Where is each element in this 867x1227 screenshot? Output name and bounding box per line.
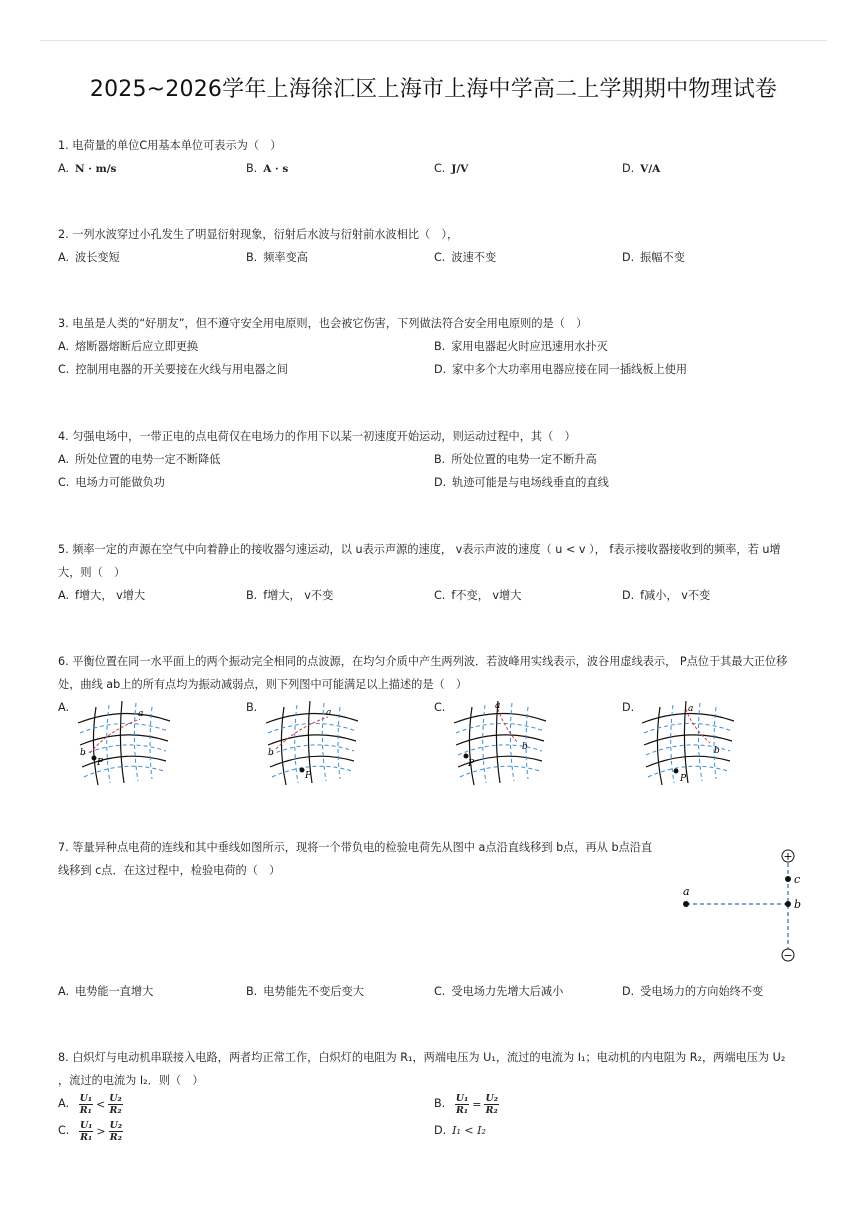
option-c[interactable]: C. 受电场力先增大后减小	[434, 985, 564, 998]
option-b[interactable]: B. 电势能先不变后变大	[246, 985, 364, 998]
question-stem: 4. 匀强电场中，一带正电的点电荷仅在电场力的作用下以某一初速度开始运动，则运动过程中，其（ ）	[58, 430, 576, 443]
question-1	[58, 134, 808, 180]
wave-figure-a	[74, 697, 174, 787]
wave-figure-d	[638, 697, 738, 787]
top-divider	[40, 40, 827, 41]
option-c[interactable]: C. 电场力可能做负功	[58, 476, 165, 489]
option-d[interactable]: D. I₁ < I₂	[434, 1124, 486, 1137]
question-5	[58, 538, 808, 607]
svg-text:P: P	[97, 758, 104, 768]
option-b[interactable]: B. f增大， v不变	[246, 589, 334, 602]
option-a[interactable]: A. f增大， v增大	[58, 589, 146, 602]
question-stem-line2: 大，则（ ）	[58, 566, 126, 579]
wave-figure-c	[450, 697, 550, 787]
svg-text:+: +	[783, 850, 793, 863]
question-stem-line2: 处，曲线 ab上的所有点均为振动减弱点，则下列图中可能满足以上描述的是（ ）	[58, 678, 468, 691]
option-c[interactable]: C. f不变， v增大	[434, 589, 522, 602]
option-d[interactable]: D.	[622, 701, 635, 714]
option-b[interactable]: B. $\frac{\text{U₁}}{\text{R₁}}$ = $\frac{\text{U₂}}{\text{R₂}}$	[434, 1092, 498, 1116]
option-d[interactable]: D. 家中多个大功率用电器应接在同一插线板上使用	[434, 363, 688, 376]
wave-figure-b	[262, 697, 362, 787]
question-stem-line1: 7. 等量异种点电荷的连线和其中垂线如图所示，现将一个带负电的检验电荷先从图中 a点沿直线移到 b点，再从 b点沿直	[58, 841, 653, 854]
svg-text:P: P	[468, 759, 475, 769]
option-d[interactable]: D. f减小， v不变	[622, 589, 711, 602]
option-a[interactable]: A. 波长变短	[58, 251, 120, 264]
question-4	[58, 425, 808, 494]
option-b[interactable]: B.	[246, 701, 258, 714]
question-stem-line2: 线移到 c点．在这过程中，检验电荷的（ ）	[58, 864, 281, 877]
option-b[interactable]: B. A · s	[246, 162, 289, 175]
option-b[interactable]: B. 所处位置的电势一定不断升高	[434, 453, 597, 466]
option-c[interactable]: C. $\frac{\text{U₁}}{\text{R₁}}$ > $\frac{\text{U₂}}{\text{R₂}}$	[58, 1119, 123, 1143]
option-d[interactable]: D. 轨迹可能是与电场线垂直的直线	[434, 476, 609, 489]
option-a[interactable]: A. 电势能一直增大	[58, 985, 154, 998]
svg-text:P: P	[680, 774, 687, 784]
question-3	[58, 312, 808, 381]
svg-text:b: b	[80, 748, 86, 758]
option-d[interactable]: D. 振幅不变	[622, 251, 685, 264]
svg-text:c: c	[794, 873, 801, 886]
svg-text:b: b	[268, 748, 274, 758]
question-stem: 3. 电虽是人类的“好朋友”，但不遵守安全用电原则，也会被它伤害，下列做法符合安全用电原则的是（ ）	[58, 317, 588, 330]
svg-text:a: a	[138, 709, 144, 719]
question-stem-line1: 6. 平衡位置在同一水平面上的两个振动完全相同的点波源，在均匀介质中产生两列波．若波峰用实线表示，波谷用虚线表示， P点位于其最大正位移	[58, 655, 788, 668]
question-stem-line2: ，流过的电流为 I₂．则（ ）	[58, 1074, 204, 1087]
svg-text:b: b	[714, 746, 720, 756]
question-7-options	[58, 980, 808, 1003]
option-a[interactable]: A. 所处位置的电势一定不断降低	[58, 453, 221, 466]
svg-text:a: a	[683, 885, 690, 898]
option-b[interactable]: B. 频率变高	[246, 251, 308, 264]
question-stem-line1: 8. 白炽灯与电动机串联接入电路，两者均正常工作，白炽灯的电阻为 R₁，两端电压为 U₁，流过的电流为 I₁；电动机的内电阻为 R₂，两端电压为 U₂	[58, 1051, 786, 1064]
charge-figure	[676, 845, 806, 965]
question-stem: 1. 电荷量的单位C用基本单位可表示为（ ）	[58, 139, 282, 152]
option-a[interactable]: A.	[58, 701, 70, 714]
option-c[interactable]: C. J/V	[434, 162, 469, 175]
svg-text:b: b	[522, 742, 528, 752]
question-8	[58, 1046, 808, 1146]
svg-text:−: −	[783, 949, 793, 962]
svg-text:a: a	[688, 704, 694, 714]
option-c[interactable]: C. 控制用电器的开关要接在火线与用电器之间	[58, 363, 288, 376]
svg-text:P: P	[305, 771, 312, 781]
question-stem: 2. 一列水波穿过小孔发生了明显衍射现象，衍射后水波与衍射前水波相比（ ），	[58, 228, 459, 241]
option-b[interactable]: B. 家用电器起火时应迅速用水扑灭	[434, 340, 608, 353]
option-d[interactable]: D. V/A	[622, 162, 661, 175]
svg-text:a: a	[495, 701, 501, 711]
svg-text:b: b	[794, 898, 802, 911]
option-a[interactable]: A. 熔断器熔断后应立即更换	[58, 340, 199, 353]
option-a[interactable]: A. $\frac{\text{U₁}}{\text{R₁}}$ < $\frac{\text{U₂}}{\text{R₂}}$	[58, 1092, 122, 1116]
option-c[interactable]: C.	[434, 701, 446, 714]
question-stem-line1: 5. 频率一定的声源在空气中向着静止的接收器匀速运动，以 u表示声源的速度， v表示声波的速度（ u < v ）， f表示接收器接收到的频率，若 u增	[58, 543, 781, 556]
page-title: 2025~2026学年上海徐汇区上海市上海中学高二上学期期中物理试卷	[89, 77, 778, 102]
question-7	[58, 836, 668, 882]
svg-text:a: a	[326, 708, 332, 718]
option-d[interactable]: D. 受电场力的方向始终不变	[622, 985, 764, 998]
option-c[interactable]: C. 波速不变	[434, 251, 497, 264]
question-2	[58, 223, 808, 269]
option-a[interactable]: A. N · m/s	[58, 162, 117, 175]
